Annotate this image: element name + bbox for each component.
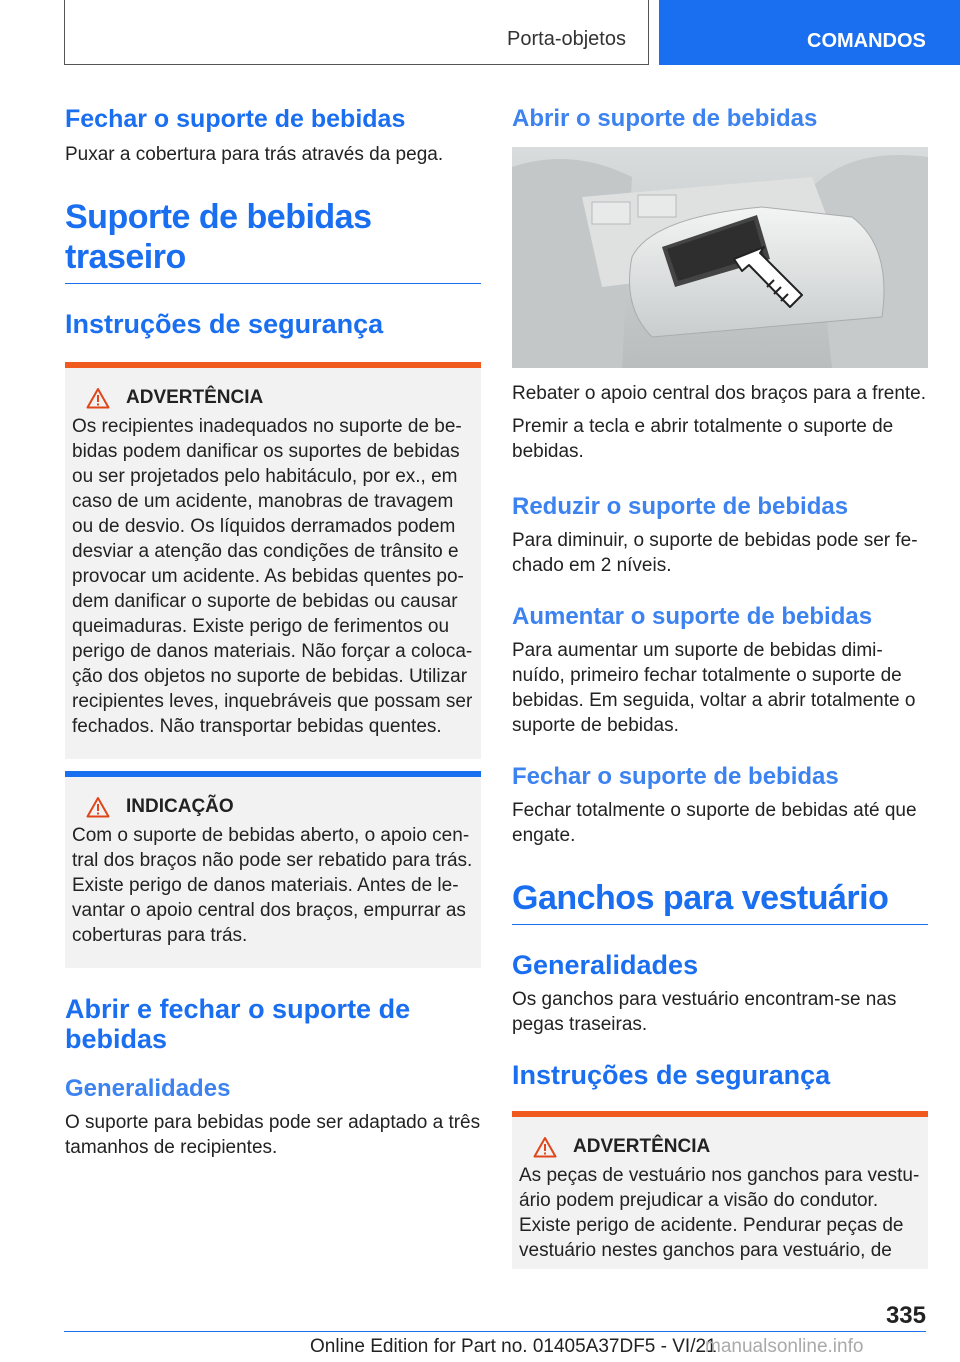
right-column: [512, 104, 928, 1269]
heading-close-cupholder: Fechar o suporte de bebidas: [65, 105, 406, 133]
footer-rule: [64, 1331, 926, 1332]
warning-triangle-icon: [86, 387, 110, 409]
heading-general-hooks: Generalidades: [512, 950, 699, 980]
open-step-1: Rebater o apoio central dos braços para a frente.: [512, 383, 927, 404]
warning-title: [72, 386, 473, 410]
heading-open-cupholder: Abrir o suporte de bebidas: [512, 105, 818, 132]
heading-safety-instructions-2: Instruções de segurança: [512, 1060, 831, 1090]
note-text: Com o suporte de bebidas aberto, o apoio cen-tral dos braços não pode ser rebatido para trás. Existe perigo de danos materiais. Antes de le-vantar o apoio central dos braços, empurrar as coberturas para trás.: [72, 825, 473, 946]
warning-text: Os recipientes inadequados no suporte de be-bidas podem danificar os suportes de bebidas ou ser projetados pelo habitáculo, por ex., em caso de um acidente, manobras de travagem ou de desvio. Os líquidos derramados podem desviar a atenção das condições de trânsito e provocar um acidente. As bebidas quentes po-dem danificar o suporte de bebidas ou causar queimaduras. Existe perigo de ferimentos ou perigo de danos materiais. Não forçar a coloca-ção dos objetos no suporte de bebidas. Utilizar recipientes leves, inquebráveis que possam ser fechados. Não transportar bebidas quentes.: [72, 416, 473, 737]
footer-watermark: manualsonline.info: [705, 1336, 864, 1357]
close-cupholder-2-text: Fechar totalmente o suporte de bebidas até que engate.: [512, 800, 917, 846]
heading-enlarge-cupholder: Aumentar o suporte de bebidas: [512, 603, 873, 630]
header-section-title: Porta-objetos: [507, 28, 626, 50]
open-step-2: Premir a tecla e abrir totalmente o suporte de bebidas.: [512, 416, 894, 462]
header-chapter-tab: [659, 0, 960, 65]
general-text: O suporte para bebidas pode ser adaptado a três tamanhos de recipientes.: [65, 1112, 481, 1158]
heading-open-close-cupholder: Abrir e fechar o suporte de bebidas: [65, 994, 411, 1054]
heading-general: Generalidades: [65, 1075, 231, 1102]
warning-title-2: [519, 1135, 920, 1159]
enlarge-text: Para aumentar um suporte de bebidas dimi-nuído, primeiro fechar totalmente o suporte de bebidas. Em seguida, voltar a abrir totalmente o suporte de bebidas.: [512, 640, 916, 736]
note-label: INDICAÇÃO: [126, 796, 234, 817]
note-box: [65, 771, 481, 968]
left-column: [65, 104, 481, 1160]
header-chapter-label: COMANDOS: [807, 30, 926, 52]
footer-edition: Online Edition for Part no. 01405A37DF5 - VI/21: [310, 1336, 717, 1357]
heading-rear-cupholder: Suporte de bebidas traseiro: [65, 197, 481, 284]
warning-box: [65, 362, 481, 759]
heading-safety-instructions: Instruções de segurança: [65, 309, 384, 339]
header-frame: [64, 0, 649, 65]
page-number: 335: [885, 1302, 926, 1329]
heading-clothes-hooks: Ganchos para vestuário: [512, 878, 928, 925]
warning-box-2: [512, 1111, 928, 1269]
reduce-text: Para diminuir, o suporte de bebidas pode ser fe-chado em 2 níveis.: [512, 530, 918, 576]
warning-label: ADVERTÊNCIA: [126, 387, 264, 408]
close-cupholder-text: Puxar a cobertura para trás através da pega.: [65, 144, 444, 165]
heading-close-cupholder-2: Fechar o suporte de bebidas: [512, 763, 839, 790]
warning-triangle-icon: [533, 1136, 557, 1158]
armrest-cupholder-photo: [512, 147, 928, 368]
warning-label-2: ADVERTÊNCIA: [573, 1136, 711, 1157]
heading-reduce-cupholder: Reduzir o suporte de bebidas: [512, 493, 849, 520]
general-hooks-text: Os ganchos para vestuário encontram-se nas pegas traseiras.: [512, 989, 897, 1035]
note-title: [72, 795, 473, 819]
warning-text-2: As peças de vestuário nos ganchos para vestu-ário podem prejudicar a visão do condutor. Existe perigo de acidente. Pendurar peças de vestuário nestes ganchos para vestuário, de: [519, 1165, 920, 1261]
notice-triangle-icon: [86, 796, 110, 818]
